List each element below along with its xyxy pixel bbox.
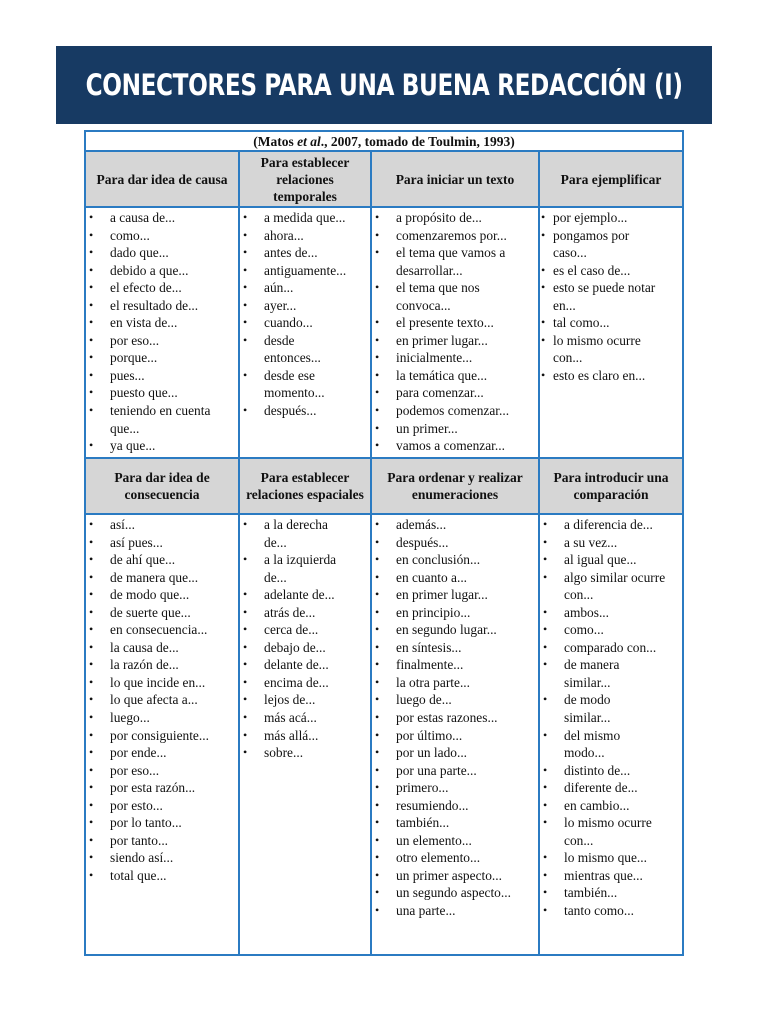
- list-item: similar...: [564, 674, 611, 690]
- list-item: • cerca de...: [240, 621, 370, 639]
- list-item: • en conclusión...: [372, 551, 538, 569]
- list-item: • además...: [372, 516, 538, 534]
- list-item: • el tema que vamos a: [372, 244, 538, 262]
- list-causa: [86, 209, 238, 455]
- caption-text-start: (Matos: [253, 134, 298, 149]
- list-item: con...: [564, 587, 594, 603]
- list-item: • la otra parte...: [372, 674, 538, 692]
- list-comparacion: [540, 516, 682, 920]
- list-item: • después...: [372, 534, 538, 552]
- list-item: • una parte...: [372, 902, 538, 920]
- list-item: • cuando...: [240, 314, 370, 332]
- list-item: • otro elemento...: [372, 849, 538, 867]
- list-item: • en primer lugar...: [372, 586, 538, 604]
- list-item: • en cambio...: [540, 797, 682, 815]
- list-item: • ambos...: [540, 604, 682, 622]
- header-causa: Para dar idea de causa: [86, 152, 238, 208]
- list-item: • tal como...: [540, 314, 682, 332]
- list-item: que...: [110, 420, 140, 436]
- list-item: • el efecto de...: [86, 279, 238, 297]
- list-item: • dado que...: [86, 244, 238, 262]
- header-temporales: Para establecer relaciones temporales: [240, 152, 370, 208]
- list-item: desarrollar...: [396, 262, 463, 278]
- list-item: • comenzaremos por...: [372, 227, 538, 245]
- list-item: • atrás de...: [240, 604, 370, 622]
- list-item: momento...: [264, 385, 325, 401]
- list-item: • a causa de...: [86, 209, 238, 227]
- list-item: • el resultado de...: [86, 297, 238, 315]
- list-item: • podemos comenzar...: [372, 402, 538, 420]
- list-item: • en cuanto a...: [372, 569, 538, 587]
- list-item: • como...: [86, 227, 238, 245]
- list-item: • para comenzar...: [372, 384, 538, 402]
- list-temporales: [240, 209, 370, 420]
- list-item: • por esta razón...: [86, 779, 238, 797]
- list-item: • debajo de...: [240, 639, 370, 657]
- list-item: • por estas razones...: [372, 709, 538, 727]
- connectors-table: [84, 130, 684, 956]
- list-item: • en primer lugar...: [372, 332, 538, 350]
- list-item: con...: [553, 350, 583, 366]
- list-item: de...: [264, 534, 287, 550]
- list-item: • esto se puede notar: [540, 279, 682, 297]
- header-consecuencia: Para dar idea de consecuencia: [86, 459, 238, 515]
- list-item: • del mismo: [540, 727, 682, 745]
- list-item: • en segundo lugar...: [372, 621, 538, 639]
- list-item: • luego...: [86, 709, 238, 727]
- list-item: • la causa de...: [86, 639, 238, 657]
- list-item: • en principio...: [372, 604, 538, 622]
- list-item: • a la derecha: [240, 516, 370, 534]
- list-item: • lo mismo ocurre: [540, 814, 682, 832]
- list-item: • lo que incide en...: [86, 674, 238, 692]
- list-item: • por un lado...: [372, 744, 538, 762]
- list-item: • por ejemplo...: [540, 209, 682, 227]
- list-item: • comparado con...: [540, 639, 682, 657]
- list-item: • diferente de...: [540, 779, 682, 797]
- list-item: • de modo: [540, 691, 682, 709]
- list-item: • lo mismo que...: [540, 849, 682, 867]
- list-item: • desde ese: [240, 367, 370, 385]
- header-ejemplificar: Para ejemplificar: [540, 152, 682, 208]
- list-item: • después...: [240, 402, 370, 420]
- list-item: • tanto como...: [540, 902, 682, 920]
- list-item: • inicialmente...: [372, 349, 538, 367]
- list-item: • esto es claro en...: [540, 367, 682, 385]
- list-item: • debido a que...: [86, 262, 238, 280]
- list-item: • delante de...: [240, 656, 370, 674]
- list-item: • total que...: [86, 867, 238, 885]
- list-item: • por eso...: [86, 332, 238, 350]
- list-item: • encima de...: [240, 674, 370, 692]
- list-item: • vamos a comenzar...: [372, 437, 538, 455]
- list-consecuencia: [86, 516, 238, 884]
- list-item: • pongamos por: [540, 227, 682, 245]
- list-iniciar: [372, 209, 538, 455]
- list-item: • por ende...: [86, 744, 238, 762]
- list-item: • en consecuencia...: [86, 621, 238, 639]
- list-item: • ya que...: [86, 437, 238, 455]
- list-item: • teniendo en cuenta: [86, 402, 238, 420]
- list-item: • antes de...: [240, 244, 370, 262]
- list-item: en...: [553, 297, 576, 313]
- list-item: • es el caso de...: [540, 262, 682, 280]
- list-item: • porque...: [86, 349, 238, 367]
- list-item: • finalmente...: [372, 656, 538, 674]
- list-item: modo...: [564, 745, 605, 761]
- list-item: • el tema que nos: [372, 279, 538, 297]
- list-item: • distinto de...: [540, 762, 682, 780]
- list-item: • de suerte que...: [86, 604, 238, 622]
- list-item: • un primer...: [372, 420, 538, 438]
- list-item: • más allá...: [240, 727, 370, 745]
- page-title: CONECTORES PARA UNA BUENA REDACCIÓN (I): [85, 68, 683, 102]
- list-item: • por eso...: [86, 762, 238, 780]
- list-item: • de ahí que...: [86, 551, 238, 569]
- list-item: • a la izquierda: [240, 551, 370, 569]
- list-item: • un elemento...: [372, 832, 538, 850]
- list-item: caso...: [553, 245, 587, 261]
- list-item: • en síntesis...: [372, 639, 538, 657]
- list-item: • de modo que...: [86, 586, 238, 604]
- list-item: • lo mismo ocurre: [540, 332, 682, 350]
- list-item: con...: [564, 832, 594, 848]
- list-item: • también...: [372, 814, 538, 832]
- list-item: • por tanto...: [86, 832, 238, 850]
- title-banner: [56, 46, 712, 124]
- table-caption: [86, 132, 682, 152]
- list-item: • la razón de...: [86, 656, 238, 674]
- header-espaciales: Para establecer relaciones espaciales: [240, 459, 370, 515]
- list-item: • mientras que...: [540, 867, 682, 885]
- caption-text-italic: et al: [297, 134, 321, 149]
- list-item: • al igual que...: [540, 551, 682, 569]
- header-comparacion: Para introducir una comparación: [540, 459, 682, 515]
- list-item: • como...: [540, 621, 682, 639]
- list-item: • así...: [86, 516, 238, 534]
- list-ejemplificar: [540, 209, 682, 384]
- list-item: de...: [264, 569, 287, 585]
- list-item: • pues...: [86, 367, 238, 385]
- header-enumeraciones: Para ordenar y realizar enumeraciones: [372, 459, 538, 515]
- list-item: • en vista de...: [86, 314, 238, 332]
- list-item: • desde: [240, 332, 370, 350]
- list-item: similar...: [564, 710, 611, 726]
- list-item: • a propósito de...: [372, 209, 538, 227]
- list-item: • siendo así...: [86, 849, 238, 867]
- list-item: • de manera que...: [86, 569, 238, 587]
- list-item: • a su vez...: [540, 534, 682, 552]
- list-item: • aún...: [240, 279, 370, 297]
- list-item: • ahora...: [240, 227, 370, 245]
- list-item: convoca...: [396, 297, 451, 313]
- list-item: • resumiendo...: [372, 797, 538, 815]
- list-item: • también...: [540, 884, 682, 902]
- list-item: • por lo tanto...: [86, 814, 238, 832]
- list-enumeraciones: [372, 516, 538, 920]
- list-espaciales: [240, 516, 370, 762]
- list-item: • primero...: [372, 779, 538, 797]
- list-item: • algo similar ocurre: [540, 569, 682, 587]
- list-item: • por una parte...: [372, 762, 538, 780]
- header-iniciar: Para iniciar un texto: [372, 152, 538, 208]
- list-item: • puesto que...: [86, 384, 238, 402]
- list-item: • sobre...: [240, 744, 370, 762]
- list-item: • la temática que...: [372, 367, 538, 385]
- list-item: • un primer aspecto...: [372, 867, 538, 885]
- list-item: • así pues...: [86, 534, 238, 552]
- caption-text-end: ., 2007, tomado de Toulmin, 1993): [320, 134, 515, 149]
- list-item: • a diferencia de...: [540, 516, 682, 534]
- list-item: • lejos de...: [240, 691, 370, 709]
- list-item: • de manera: [540, 656, 682, 674]
- list-item: • lo que afecta a...: [86, 691, 238, 709]
- list-item: • un segundo aspecto...: [372, 884, 538, 902]
- list-item: entonces...: [264, 350, 321, 366]
- list-item: • el presente texto...: [372, 314, 538, 332]
- list-item: • ayer...: [240, 297, 370, 315]
- list-item: • más acá...: [240, 709, 370, 727]
- list-item: • por esto...: [86, 797, 238, 815]
- list-item: • antiguamente...: [240, 262, 370, 280]
- list-item: • adelante de...: [240, 586, 370, 604]
- list-item: • luego de...: [372, 691, 538, 709]
- list-item: • por último...: [372, 727, 538, 745]
- list-item: • a medida que...: [240, 209, 370, 227]
- list-item: • por consiguiente...: [86, 727, 238, 745]
